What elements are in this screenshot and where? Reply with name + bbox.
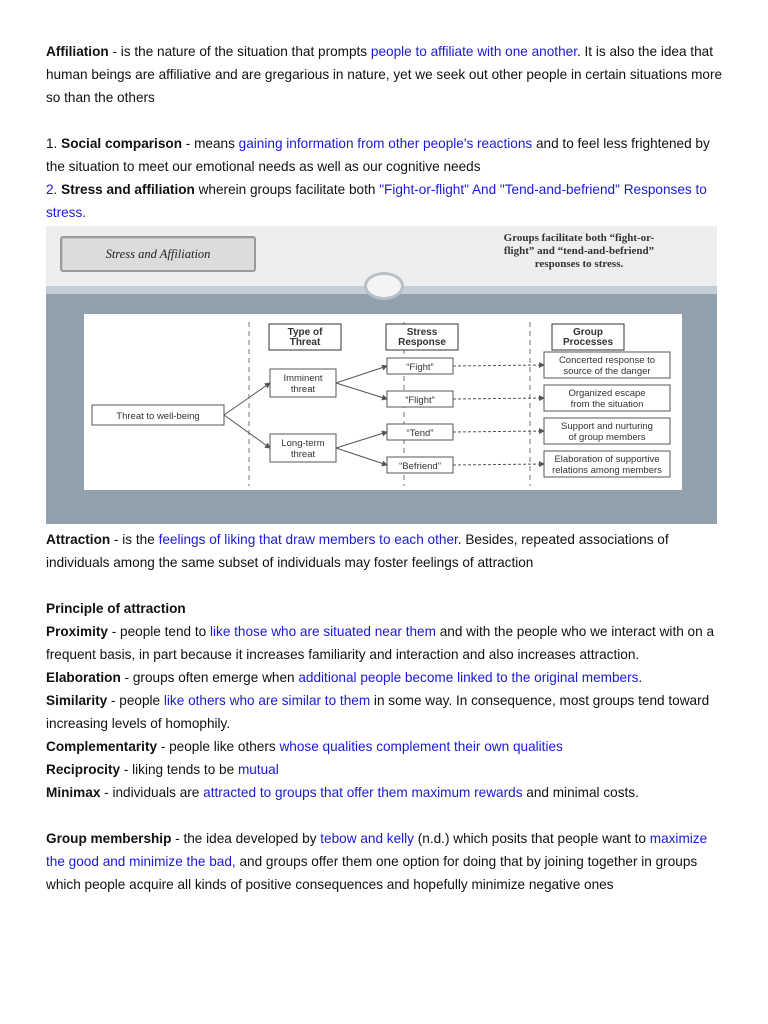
longterm-node-line2: threat (290, 449, 316, 460)
connector-arrow (336, 448, 387, 465)
complementarity-term: Complementarity (46, 739, 158, 754)
similarity-item (46, 689, 726, 735)
text-span: - is the nature of the situation that prompts (108, 44, 371, 59)
highlight-span: attracted to groups that offer them maximum rewards (203, 785, 523, 800)
header-stress-line2: Response (398, 337, 446, 348)
affiliation-paragraph (46, 40, 726, 109)
text-span: in some way. In consequence, most groups tend toward increasing levels of homophily. (46, 693, 710, 731)
connector-arrow (453, 464, 544, 465)
highlight-span: "Fight-or-flight" And "Tend-and-befriend" Responses to stress. (46, 182, 707, 220)
social-comparison-item (46, 132, 726, 178)
connector-arrow (224, 415, 270, 448)
highlight-span: additional people become linked to the original members (298, 670, 639, 685)
header-threat-line2: Threat (289, 337, 321, 348)
text-span: . Besides, repeated associations of individuals among the same subset of individuals may foster feelings of attraction (46, 532, 669, 570)
elaboration-term: Elaboration (46, 670, 121, 685)
text-span: - is the (110, 532, 159, 547)
process-label-line2: of group members (568, 432, 646, 443)
highlight-span: whose qualities complement their own qualities (279, 739, 563, 754)
figure-caption-line: Groups facilitate both “fight-or- (503, 232, 655, 244)
figure-caption-line: responses to stress. (534, 258, 624, 270)
figure-caption (454, 232, 704, 271)
response-fight-label: “Fight” (406, 362, 434, 373)
text-span: . (638, 670, 643, 685)
process-label-line1: Organized escape (568, 388, 646, 399)
imminent-node-line2: threat (290, 384, 316, 395)
figure-title: Stress and Affiliation (105, 247, 211, 261)
principle-heading-text: Principle of attraction (46, 601, 186, 616)
root-node-label: Threat to well-being (116, 411, 200, 422)
reciprocity-term: Reciprocity (46, 762, 121, 777)
text-span: . It is also the idea that human beings are affiliative and are gregarious in nature, yet we seek out other people in certain situations more so than the others (46, 44, 723, 105)
document-body (46, 40, 726, 224)
connector-arrow (336, 432, 387, 448)
text-span: - people like others (157, 739, 280, 754)
group-membership-term: Group membership (46, 831, 172, 846)
affiliation-term: Affiliation (46, 44, 109, 59)
process-label-line2: from the situation (570, 399, 644, 410)
highlight-span: maximize the good and minimize the bad, (46, 831, 708, 869)
figure-title-box (60, 236, 256, 272)
figure-caption-line: flight” and “tend-and-befriend” (503, 245, 655, 257)
stress-affiliation-term: Stress and affiliation (61, 182, 195, 197)
connector-arrow (224, 383, 270, 415)
stress-response-diagram (84, 314, 682, 490)
text-span: - groups often emerge when (120, 670, 299, 685)
attraction-paragraph (46, 528, 726, 574)
text-span: and minimal costs. (522, 785, 639, 800)
proximity-item (46, 620, 726, 666)
header-threat-line1: Type of (287, 327, 323, 338)
principle-heading (46, 597, 726, 620)
text-span: - the idea developed by (171, 831, 321, 846)
text-span: wherein groups facilitate both (194, 182, 380, 197)
response-befriend-label: “Befriend” (399, 461, 441, 472)
process-label-line1: Elaboration of supportive (554, 454, 660, 465)
response-flight-label: “Flight” (405, 395, 435, 406)
proximity-term: Proximity (46, 624, 108, 639)
highlight-span: feelings of liking that draw members to each other (158, 532, 458, 547)
attraction-term: Attraction (46, 532, 111, 547)
process-label-line1: Concerted response to (558, 355, 656, 366)
text-span: - means (182, 136, 239, 151)
reciprocity-item (46, 758, 726, 781)
minimax-item (46, 781, 726, 804)
text-span: and to feel less frightened by the situation to meet our emotional needs as well as our cognitive needs (46, 136, 710, 174)
highlight-span: gaining information from other people's reactions (238, 136, 533, 151)
text-span: - people (107, 693, 164, 708)
header-group-line2: Processes (562, 337, 614, 348)
document-body-lower (46, 528, 726, 896)
elaboration-item (46, 666, 726, 689)
header-group-line1: Group (573, 327, 603, 338)
header-stress-line1: Stress (406, 327, 438, 338)
text-span: - individuals are (100, 785, 204, 800)
connector-arrow (336, 383, 387, 399)
connector-arrow (453, 365, 544, 366)
process-label-line2: source of the danger (563, 366, 651, 377)
highlight-span: people to affiliate with one another (370, 44, 577, 59)
text-span: (n.d.) which posits that people want to (413, 831, 650, 846)
item-number: 1. (46, 136, 62, 151)
process-label-line1: Support and nurturing (561, 421, 653, 432)
response-tend-label: “Tend” (406, 428, 434, 439)
connector-arrow (336, 366, 387, 383)
process-label-line2: relations among members (552, 465, 662, 476)
complementarity-item (46, 735, 726, 758)
minimax-term: Minimax (46, 785, 101, 800)
stress-affiliation-item (46, 178, 726, 224)
text-span: and groups offer them one option for doing that by joining together in groups which people acquire all kinds of positive consequences and hopefully minimize negative ones (46, 854, 698, 892)
item-number: 2. (46, 182, 62, 197)
highlight-span: mutual (237, 762, 279, 777)
social-comparison-term: Social comparison (61, 136, 182, 151)
highlight-span: like those who are situated near them (209, 624, 436, 639)
imminent-node-line1: Imminent (283, 373, 323, 384)
stress-affiliation-figure (46, 226, 717, 524)
text-span: - liking tends to be (120, 762, 238, 777)
highlight-span: tebow and kelly (320, 831, 414, 846)
text-span: - people tend to (107, 624, 210, 639)
highlight-span: like others who are similar to them (163, 693, 371, 708)
longterm-node-line1: Long-term (281, 438, 325, 449)
group-membership-paragraph (46, 827, 726, 896)
similarity-term: Similarity (46, 693, 108, 708)
text-span: and with the people who we interact with on a frequent basis, in part because it increases familiarity and interaction and also increases attraction. (46, 624, 715, 662)
figure-ring-ornament (364, 272, 404, 300)
